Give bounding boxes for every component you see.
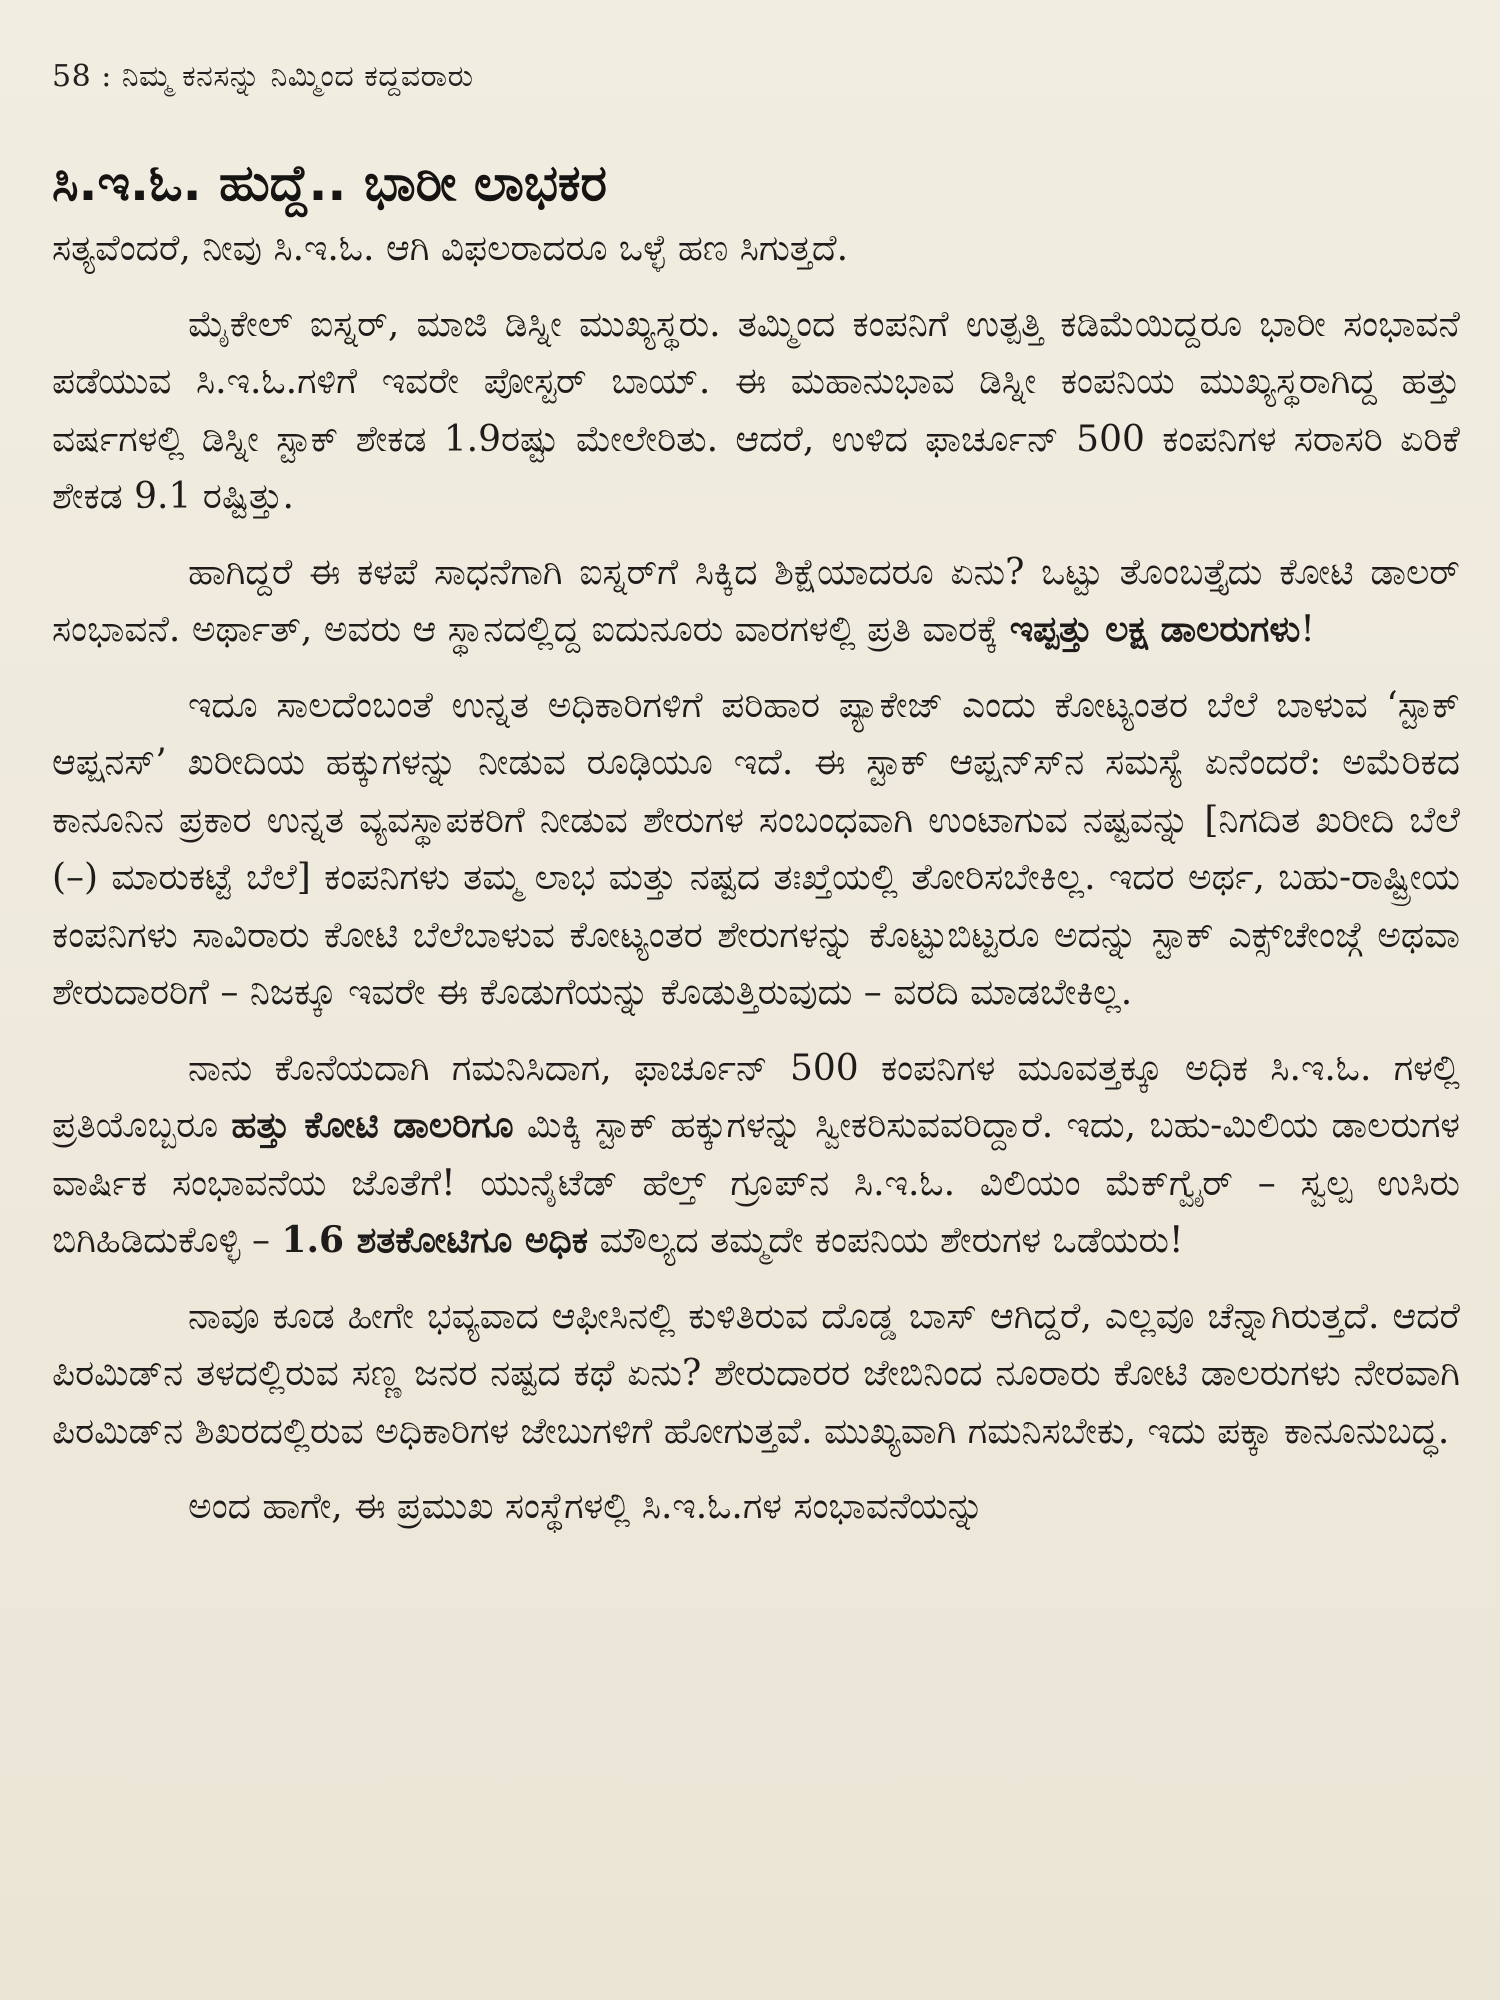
paragraph-3-tail: ! xyxy=(1300,609,1315,650)
paragraph-4: ಇದೂ ಸಾಲದೆಂಬಂತೆ ಉನ್ನತ ಅಧಿಕಾರಿಗಳಿಗೆ ಪರಿಹಾರ ಪ್ಯಾಕೇಜ್ ಎಂದು ಕೋಟ್ಯಂತರ ಬೆಲೆ ಬಾಳುವ ‘ಸ್ಟಾಕ್ ಆಪ್ಷನಸ್’ ಖರೀದಿಯ ಹಕ್ಕುಗಳನ್ನು ನೀಡುವ ರೂಢಿಯೂ ಇದೆ. ಈ ಸ್ಟಾಕ್ ಆಪ್ಷನ್‌ಸ್‌ನ ಸಮಸ್ಯೆ ಏನೆಂದರೆ: ಅಮೆರಿಕದ ಕಾನೂನಿನ ಪ್ರಕಾರ ಉನ್ನತ ವ್ಯವಸ್ಥಾಪಕರಿಗೆ ನೀಡುವ ಶೇರುಗಳ ಸಂಬಂಧವಾಗಿ ಉಂಟಾಗುವ ನಷ್ಟವನ್ನು [ನಿಗದಿತ ಖರೀದಿ ಬೆಲೆ (–) ಮಾರುಕಟ್ಟೆ ಬೆಲೆ] ಕಂಪನಿಗಳು ತಮ್ಮ ಲಾಭ ಮತ್ತು ನಷ್ಟದ ತಃಖ್ತೆಯಲ್ಲಿ ತೋರಿಸಬೇಕಿಲ್ಲ. ಇದರ ಅರ್ಥ, ಬಹು-ರಾಷ್ಟ್ರೀಯ ಕಂಪನಿಗಳು ಸಾವಿರಾರು ಕೋಟಿ ಬೆಲೆಬಾಳುವ ಕೋಟ್ಯಂತರ ಶೇರುಗಳನ್ನು ಕೊಟ್ಟುಬಿಟ್ಟರೂ ಅದನ್ನು ಸ್ಟಾಕ್ ಎಕ್ಸ್‌ಚೇಂಜ್ಗೆ ಅಥವಾ ಶೇರುದಾರರಿಗೆ – ನಿಜಕ್ಕೂ ಇವರೇ ಈ ಕೊಡುಗೆಯನ್ನು ಕೊಡುತ್ತಿರುವುದು – ವರದಿ ಮಾಡಬೇಕಿಲ್ಲ. xyxy=(52,684,1460,1013)
paragraph-6: ನಾವೂ ಕೂಡ ಹೀಗೇ ಭವ್ಯವಾದ ಆಫೀಸಿನಲ್ಲಿ ಕುಳಿತಿರುವ ದೊಡ್ಡ ಬಾಸ್ ಆಗಿದ್ದರೆ, ಎಲ್ಲವೂ ಚೆನ್ನಾಗಿರುತ್ತದೆ. ಆದರೆ ಪಿರಮಿಡ್‌ನ ತಳದಲ್ಲಿರುವ ಸಣ್ಣ ಜನರ ನಷ್ಟದ ಕಥೆ ಏನು? ಶೇರುದಾರರ ಜೇಬಿನಿಂದ ನೂರಾರು ಕೋಟಿ ಡಾಲರುಗಳು ನೇರವಾಗಿ ಪಿರಮಿಡ್‌ನ ಶಿಖರದಲ್ಲಿರುವ ಅಧಿಕಾರಿಗಳ ಜೇಬುಗಳಿಗೆ ಹೋಗುತ್ತವೆ. ಮುಖ್ಯವಾಗಿ ಗಮನಿಸಬೇಕು, ಇದು ಪಕ್ಕಾ ಕಾನೂನುಬದ್ಧ. xyxy=(52,1295,1460,1452)
paragraph-5-text-2: ಮಿಕ್ಕಿ ಸ್ಟಾಕ್ ಹಕ್ಕುಗಳನ್ನು ಸ್ವೀಕರಿಸುವವರಿದ್ದಾರೆ. ಇದು, ಬಹು-ಮಿಲಿಯ ಡಾಲರುಗಳ ವಾರ್ಷಿಕ ಸಂಭಾವನೆಯ ಜೊತೆಗೆ! ಯುನೈಟೆಡ್ ಹೆಲ್ತ್ ಗ್ರೂಪ್‌ನ ಸಿ.ಇ.ಓ. ವಿಲಿಯಂ ಮೆಕ್‌ಗ್ವೈರ್ – ಸ್ವಲ್ಪ ಉಸಿರು ಬಿಗಿಹಿಡಿದುಕೊಳ್ಳಿ – xyxy=(52,1105,1460,1261)
section-title: ಸಿ.ಇ.ಓ. ಹುದ್ದೆ.. ಭಾರೀ ಲಾಭಕರ xyxy=(52,154,607,212)
paragraph-2: ಮೈಕೇಲ್ ಐಸ್ನರ್, ಮಾಜಿ ಡಿಸ್ನೀ ಮುಖ್ಯಸ್ಥರು. ತಮ್ಮಿಂದ ಕಂಪನಿಗೆ ಉತ್ಪತ್ತಿ ಕಡಿಮೆಯಿದ್ದರೂ ಭಾರೀ ಸಂಭಾವನೆ ಪಡೆಯುವ ಸಿ.ಇ.ಓ.ಗಳಿಗೆ ಇವರೇ ಪೋಸ್ಟರ್ ಬಾಯ್. ಈ ಮಹಾನುಭಾವ ಡಿಸ್ನೀ ಕಂಪನಿಯ ಮುಖ್ಯಸ್ಥರಾಗಿದ್ದ ಹತ್ತು ವರ್ಷಗಳಲ್ಲಿ ಡಿಸ್ನೀ ಸ್ಟಾಕ್ ಶೇಕಡ 1.9ರಷ್ಟು ಮೇಲೇರಿತು. ಆದರೆ, ಉಳಿದ ಫಾರ್ಚೂನ್ 500 ಕಂಪನಿಗಳ ಸರಾಸರಿ ಏರಿಕೆ ಶೇಕಡ 9.1 ರಷ್ಟಿತ್ತು. xyxy=(52,303,1460,517)
paragraph-5-bold-number: 1.6 xyxy=(281,1219,345,1261)
paragraph-5-bold-1: ಹತ್ತು ಕೋಟಿ ಡಾಲರಿಗೂ xyxy=(231,1105,514,1146)
paragraph-1: ಸತ್ಯವೆಂದರೆ, ನೀವು ಸಿ.ಇ.ಓ. ಆಗಿ ವಿಫಲರಾದರೂ ಒಳ್ಳೆ ಹಣ ಸಿಗುತ್ತದೆ. xyxy=(52,228,849,269)
paragraph-5-bold-2: ಶತಕೋಟಿಗೂ ಅಧಿಕ xyxy=(344,1220,589,1261)
paragraph-5-text-1: ನಾನು ಕೊನೆಯದಾಗಿ ಗಮನಿಸಿದಾಗ, ಫಾರ್ಚೂನ್ 500 ಕಂಪನಿಗಳ ಮೂವತ್ತಕ್ಕೂ ಅಧಿಕ ಸಿ.ಇ.ಓ. ಗಳಲ್ಲಿ ಪ್ರತಿಯೊಬ್ಬರೂ xyxy=(52,1047,1460,1146)
running-head: 58 : ನಿಮ್ಮ ಕನಸನ್ನು ನಿಮ್ಮಿಂದ ಕದ್ದವರಾರು xyxy=(52,59,474,94)
paragraph-7: ಅಂದ ಹಾಗೇ, ಈ ಪ್ರಮುಖ ಸಂಸ್ಥೆಗಳಲ್ಲಿ ಸಿ.ಇ.ಓ.ಗಳ ಸಂಭಾವನೆಯನ್ನು xyxy=(188,1486,984,1527)
paragraph-5 xyxy=(52,1040,1460,1270)
paragraph-3-text: ಹಾಗಿದ್ದರೆ ಈ ಕಳಪೆ ಸಾಧನೆಗಾಗಿ ಐಸ್ನರ್‌ಗೆ ಸಿಕ್ಕಿದ ಶಿಕ್ಷೆಯಾದರೂ ಏನು? ಒಟ್ಟು ತೊಂಬತ್ತೈದು ಕೋಟಿ ಡಾಲರ್ ಸಂಭಾವನೆ. ಅರ್ಥಾತ್, ಅವರು ಆ ಸ್ಥಾನದಲ್ಲಿದ್ದ ಐದುನೂರು ವಾರಗಳಲ್ಲಿ ಪ್ರತಿ ವಾರಕ್ಕೆ xyxy=(52,551,1460,650)
paragraph-5-text-3: ಮೌಲ್ಯದ ತಮ್ಮದೇ ಕಂಪನಿಯ ಶೇರುಗಳ ಒಡೆಯರು! xyxy=(588,1220,1184,1261)
paragraph-3-bold: ಇಪ್ಪತ್ತು ಲಕ್ಷ ಡಾಲರುಗಳು xyxy=(1009,609,1301,650)
paragraph-3 xyxy=(52,544,1460,659)
